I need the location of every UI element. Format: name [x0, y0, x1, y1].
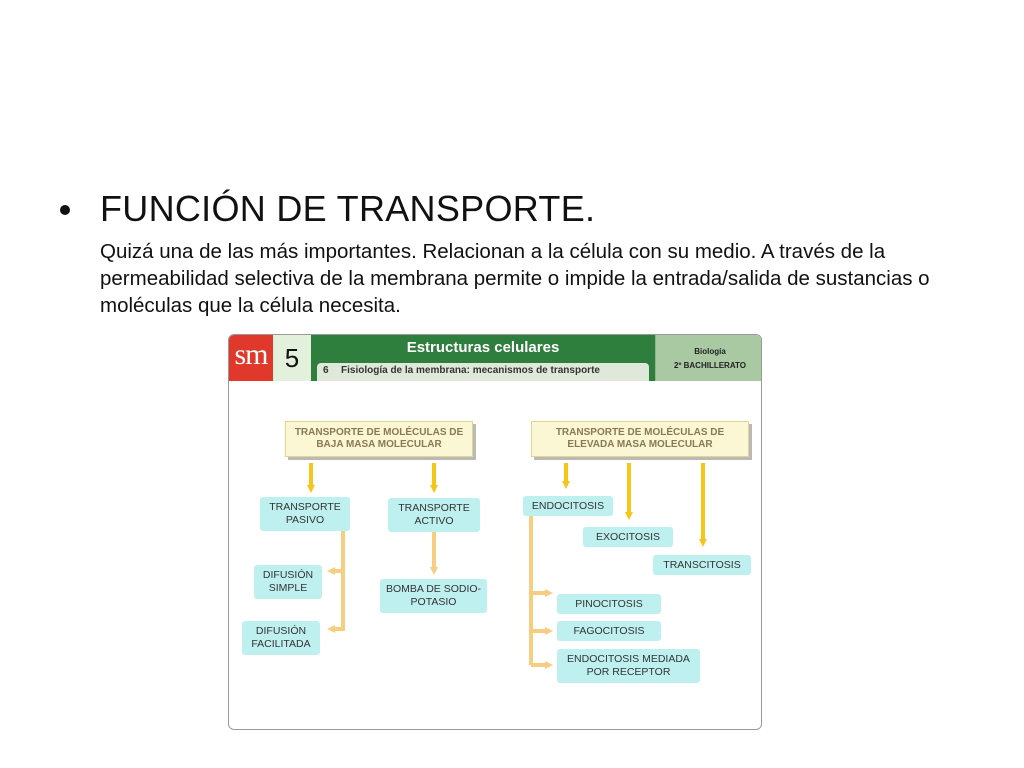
- simple-diffusion-box: DIFUSIÓN SIMPLE: [254, 565, 322, 599]
- passive-transport-box: TRANSPORTE PASIVO: [260, 497, 350, 531]
- pinocytosis-box: PINOCITOSIS: [557, 594, 661, 614]
- high-mass-title-box: TRANSPORTE DE MOLÉCULAS DE ELEVADA MASA MOLECULAR: [531, 421, 749, 457]
- publisher-logo: sm: [229, 335, 273, 381]
- course-subject: Biología: [694, 347, 726, 356]
- active-transport-box: TRANSPORTE ACTIVO: [388, 498, 480, 532]
- passive-bracket-line: [335, 523, 343, 629]
- sodium-potassium-pump-box: BOMBA DE SODIO-POTASIO: [380, 579, 487, 613]
- bullet-dot: [60, 205, 70, 215]
- endocytosis-box: ENDOCITOSIS: [523, 496, 613, 516]
- course-badge: [655, 335, 762, 381]
- unit-number: 5: [273, 335, 312, 381]
- section-number: 6: [323, 365, 329, 376]
- phagocytosis-box: FAGOCITOSIS: [557, 621, 661, 641]
- figure-header: [229, 335, 762, 381]
- section-tab: [317, 363, 649, 381]
- course-level: 2º BACHILLERATO: [674, 361, 746, 370]
- unit-title: Estructuras celulares: [406, 339, 560, 356]
- receptor-mediated-endocytosis-box: ENDOCITOSIS MEDIADA POR RECEPTOR: [557, 649, 700, 683]
- header-title-bar: [311, 335, 655, 381]
- low-mass-title-box: TRANSPORTE DE MOLÉCULAS DE BAJA MASA MOLECULAR: [285, 421, 473, 457]
- slide-body: Quizá una de las más importantes. Relacionan a la célula con su medio. A través de la permeabilidad selectiva de la membrana permite o impide la entrada/salida de sustancias o moléculas que la célula necesita.: [100, 240, 930, 317]
- transcytosis-box: TRANSCITOSIS: [653, 555, 751, 575]
- facilitated-diffusion-box: DIFUSIÓN FACILITADA: [242, 621, 320, 655]
- exocytosis-box: EXOCITOSIS: [583, 527, 673, 547]
- slide-heading: FUNCIÓN DE TRANSPORTE.: [100, 188, 596, 229]
- section-title: Fisiología de la membrana: mecanismos de transporte: [341, 365, 600, 376]
- transport-diagram-figure: [228, 334, 762, 730]
